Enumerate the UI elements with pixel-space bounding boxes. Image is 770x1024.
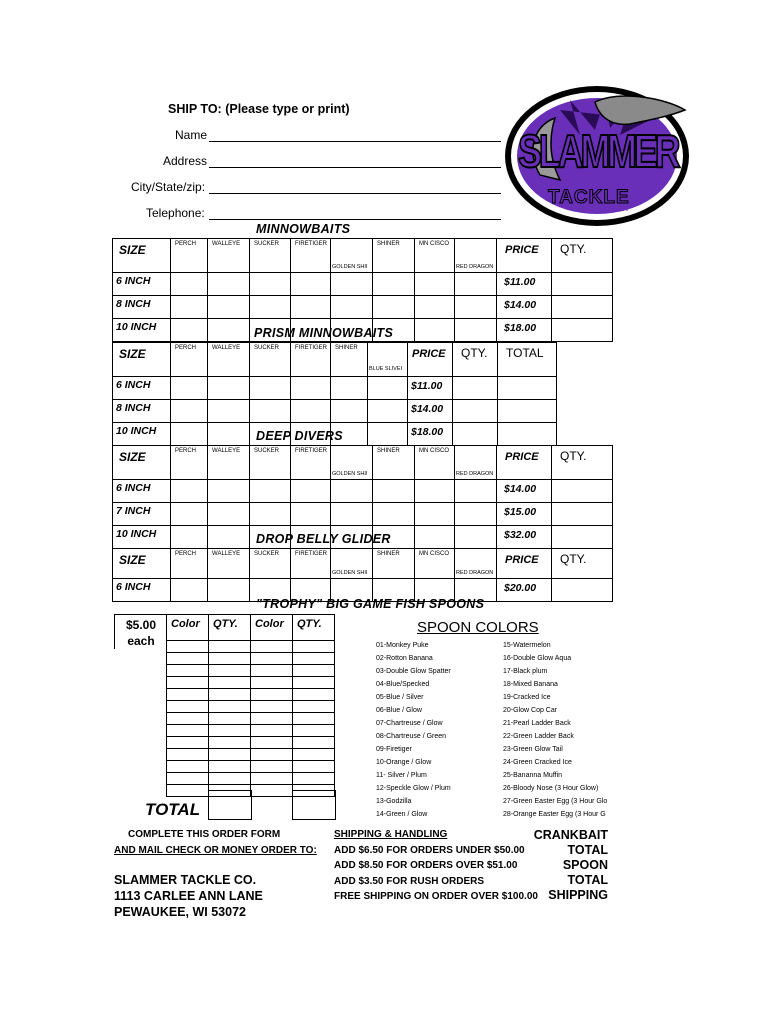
order-cell[interactable] [208,526,250,549]
spoon-total-label-2: TOTAL [567,873,608,887]
name-field[interactable] [209,141,501,142]
col-golden-shiner [331,239,373,273]
spoon-qty-cell[interactable] [293,749,335,761]
spoon-qty-cell[interactable] [209,677,251,689]
spoon-color-cell[interactable] [251,713,293,725]
size-header: SIZE [113,239,171,273]
qty-cell[interactable] [552,296,613,319]
spoon-color-item: 10-Orange / Glow [376,759,432,766]
col-mn-cisco: MN CISCO [415,239,455,273]
telephone-label: Telephone: [146,206,205,220]
spoon-price: $5.00 [125,618,157,632]
spoon-color-item: 26-Bloody Nose (3 Hour Glow) [503,785,599,792]
spoon-qty-cell[interactable] [209,725,251,737]
col-red-dragon [455,549,497,579]
row-price: $11.00 [497,273,552,296]
spoon-color-cell[interactable] [251,641,293,653]
order-cell[interactable] [368,400,408,423]
col-walleye: WALLEYE [208,446,250,480]
spoon-color-cell[interactable] [251,761,293,773]
spoon-color-cell[interactable] [251,677,293,689]
shipping-line: ADD $8.50 FOR ORDERS OVER $51.00 [334,860,518,871]
col-firetiger: FIRETIGER [291,343,331,377]
spoon-qty-cell[interactable] [293,725,335,737]
order-cell[interactable] [208,273,250,296]
spoon-color-cell[interactable] [251,773,293,785]
spoon-colors-right-list [503,639,613,821]
order-cell[interactable] [171,503,208,526]
order-cell[interactable] [171,296,208,319]
spoon-color-cell[interactable] [167,713,209,725]
size-header: SIZE [113,446,171,480]
spoon-color-cell[interactable] [167,653,209,665]
col-firetiger: FIRETIGER [291,239,331,273]
company-street: 1113 CARLEE ANN LANE [114,889,263,903]
spoon-qty-cell[interactable] [293,689,335,701]
qty-cell[interactable] [453,423,498,446]
col-sucker: SUCKER [250,239,291,273]
order-cell[interactable] [455,480,497,503]
spoon-color-header: Color [167,615,209,641]
order-cell[interactable] [250,400,291,423]
spoon-color-cell[interactable] [251,701,293,713]
spoon-color-cell[interactable] [251,725,293,737]
spoon-qty-header: QTY. [209,615,251,641]
col-walleye: WALLEYE [208,343,250,377]
order-cell[interactable] [208,503,250,526]
spoon-color-item: 28-Orange Easter Egg (3 Hour G [503,811,606,818]
spoon-color-item: 16-Double Glow Aqua [503,655,572,662]
order-cell[interactable] [208,319,250,342]
order-cell[interactable] [331,503,373,526]
spoon-qty-cell[interactable] [209,737,251,749]
spoons-title: "TROPHY" BIG GAME FISH SPOONS [256,597,485,611]
spoon-qty-cell[interactable] [293,773,335,785]
qty-cell[interactable] [552,579,613,602]
spoon-qty-cell[interactable] [209,773,251,785]
col-golden-shiner-label: GOLDEN SHII [332,264,368,270]
spoon-label: SPOON [562,858,608,872]
spoon-color-cell[interactable] [167,725,209,737]
order-cell[interactable] [171,273,208,296]
col-red-dragon-label: RED DRAGON [456,264,494,270]
crankbait-total-label: TOTAL [567,843,608,857]
order-cell[interactable] [415,319,455,342]
order-cell[interactable] [331,480,373,503]
shipping-line: FREE SHIPPING ON ORDER OVER $100.00 [334,891,538,902]
spoon-total-qty-box-2[interactable] [292,790,336,820]
order-cell[interactable] [171,377,208,400]
col-perch: PERCH [171,549,208,579]
spoon-color-item: 03-Double Glow Spatter [376,668,451,675]
spoon-color-item: 05-Blue / Silver [376,694,424,701]
row-price: $14.00 [408,400,453,423]
drop-belly-title: DROP BELLY GLIDER [256,532,391,546]
order-cell[interactable] [171,400,208,423]
order-cell[interactable] [250,296,291,319]
spoon-color-cell[interactable] [167,677,209,689]
spoon-qty-cell[interactable] [209,701,251,713]
order-cell[interactable] [291,377,331,400]
spoon-qty-cell[interactable] [209,641,251,653]
col-golden-shiner-label: GOLDEN SHII [332,570,368,576]
spoon-qty-cell[interactable] [209,749,251,761]
order-cell[interactable] [208,579,250,602]
spoon-qty-cell[interactable] [293,701,335,713]
spoon-color-cell[interactable] [167,785,209,797]
order-cell[interactable] [171,480,208,503]
total-cell[interactable] [498,377,557,400]
spoon-color-item: 22-Green Ladder Back [503,733,574,740]
row-price: $20.00 [497,579,552,602]
slammer-tackle-logo [500,80,695,230]
shipping-title: SHIPPING & HANDLING [334,829,448,840]
spoon-color-item: 15-Watermelon [503,642,551,649]
order-cell[interactable] [250,377,291,400]
qty-header: QTY. [552,549,613,579]
col-shiner: SHINER [373,549,415,579]
spoon-each: each [127,634,155,648]
spoon-price-box [114,614,167,649]
prism-title: PRISM MINNOWBAITS [254,326,394,340]
spoon-color-cell[interactable] [167,761,209,773]
spoon-color-item: 11- Silver / Plum [376,772,427,779]
row-size: 6 INCH [113,273,171,296]
order-cell[interactable] [250,273,291,296]
spoon-qty-cell[interactable] [293,713,335,725]
order-cell[interactable] [415,526,455,549]
qty-cell[interactable] [453,400,498,423]
spoon-color-item: 27-Green Easter Egg (3 Hour Glo [503,798,608,805]
spoon-color-cell[interactable] [251,737,293,749]
order-cell[interactable] [373,273,415,296]
order-cell[interactable] [208,400,250,423]
spoon-color-item: 12-Speckle Glow / Plum [376,785,451,792]
order-cell[interactable] [331,377,368,400]
spoon-qty-cell[interactable] [293,677,335,689]
row-price: $18.00 [497,319,552,342]
price-header: PRICE [497,446,552,480]
order-cell[interactable] [455,526,497,549]
order-cell[interactable] [291,400,331,423]
spoon-total-label: TOTAL [145,800,201,819]
spoon-qty-cell[interactable] [293,665,335,677]
qty-cell[interactable] [552,503,613,526]
spoon-color-header-2: Color [251,615,293,641]
qty-cell[interactable] [552,273,613,296]
spoon-color-cell[interactable] [167,737,209,749]
city-state-zip-label: City/State/zip: [131,180,206,194]
order-cell[interactable] [171,579,208,602]
order-cell[interactable] [373,296,415,319]
company-name: SLAMMER TACKLE CO. [114,873,257,887]
complete-order-text: COMPLETE THIS ORDER FORM [128,829,281,840]
qty-header: QTY. [552,239,613,273]
order-cell[interactable] [291,503,331,526]
spoon-color-item: 25-Bananna Muffin [503,772,563,779]
order-cell[interactable] [208,423,250,446]
col-golden-shiner [331,549,373,579]
shipping-line: ADD $3.50 FOR RUSH ORDERS [334,876,485,887]
col-walleye: WALLEYE [208,239,250,273]
spoon-colors-left-list [376,639,451,821]
mail-instructions: AND MAIL CHECK OR MONEY ORDER TO: [114,845,317,856]
size-header: SIZE [113,343,171,377]
spoon-color-cell[interactable] [167,773,209,785]
order-cell[interactable] [291,273,331,296]
row-size: 8 INCH [113,400,171,423]
spoon-color-item: 14-Green / Glow [376,811,428,818]
col-sucker: SUCKER [250,343,291,377]
spoon-qty-cell[interactable] [209,761,251,773]
spoon-color-item: 02-Rotton Banana [376,655,433,662]
spoon-order-table [166,614,335,797]
col-sucker: SUCKER [250,446,291,480]
spoon-color-cell[interactable] [167,641,209,653]
order-cell[interactable] [415,296,455,319]
shipping-label: SHIPPING [548,888,608,902]
spoon-color-cell[interactable] [167,689,209,701]
crankbait-label: CRANKBAIT [533,828,608,842]
order-cell[interactable] [373,480,415,503]
drop-belly-table [112,548,613,602]
spoon-color-cell[interactable] [167,749,209,761]
order-cell[interactable] [171,526,208,549]
spoon-qty-header-2: QTY. [293,615,335,641]
address-label: Address [163,154,208,168]
spoon-qty-cell[interactable] [209,665,251,677]
row-size: 10 INCH [113,423,171,446]
col-walleye: WALLEYE [208,549,250,579]
col-sucker: SUCKER [250,549,291,579]
totals-column [530,828,608,903]
row-size: 8 INCH [113,296,171,319]
spoon-color-item: 08-Chartreuse / Green [376,733,447,740]
spoon-color-cell[interactable] [167,701,209,713]
spoon-qty-cell[interactable] [293,761,335,773]
order-cell[interactable] [291,296,331,319]
spoon-color-item: 20-Glow Cop Car [503,707,558,714]
qty-header: QTY. [453,343,498,377]
order-cell[interactable] [250,480,291,503]
price-header: PRICE [497,549,552,579]
telephone-field[interactable] [209,219,501,220]
col-blue-silver-label: BLUE SLIVEI [369,366,403,372]
price-header: PRICE [408,343,453,377]
minnowbaits-title: MINNOWBAITS [256,222,351,236]
spoon-color-cell[interactable] [251,665,293,677]
row-price: $14.00 [497,480,552,503]
col-perch: PERCH [171,446,208,480]
company-city: PEWAUKEE, WI 53072 [114,905,246,919]
order-cell[interactable] [368,377,408,400]
col-golden-shiner [331,446,373,480]
order-cell[interactable] [373,503,415,526]
shipping-line: ADD $6.50 FOR ORDERS UNDER $50.00 [334,845,525,856]
spoon-total-qty-box[interactable] [208,790,252,820]
spoon-color-item: 18-Mixed Banana [503,681,558,688]
order-cell[interactable] [415,503,455,526]
order-cell[interactable] [250,503,291,526]
spoon-color-item: 04-Blue/Specked [376,681,430,688]
total-cell[interactable] [498,400,557,423]
col-shiner: SHINER [331,343,368,377]
col-firetiger: FIRETIGER [291,549,331,579]
order-cell[interactable] [331,273,373,296]
qty-cell[interactable] [552,526,613,549]
spoon-qty-cell[interactable] [209,689,251,701]
city-state-zip-field[interactable] [209,193,501,194]
spoon-qty-cell[interactable] [293,737,335,749]
spoon-color-item: 01-Monkey Puke [376,642,429,649]
spoon-color-cell[interactable] [251,749,293,761]
logo-company-text: COMPANY [594,206,630,213]
col-blue-silver [368,343,408,377]
order-cell[interactable] [208,377,250,400]
row-size: 6 INCH [113,377,171,400]
col-firetiger: FIRETIGER [291,446,331,480]
col-red-dragon-label: RED DRAGON [456,570,494,576]
order-cell[interactable] [415,273,455,296]
spoon-color-item: 13-Godzilla [376,798,412,805]
spoon-color-cell[interactable] [251,689,293,701]
logo-tackle-text: TACKLE [548,187,630,208]
total-cell[interactable] [498,423,557,446]
row-price: $11.00 [408,377,453,400]
row-price: $18.00 [408,423,453,446]
spoon-color-cell[interactable] [167,665,209,677]
order-cell[interactable] [208,296,250,319]
col-golden-shiner-label: GOLDEN SHII [332,471,368,477]
order-cell[interactable] [331,400,368,423]
col-perch: PERCH [171,239,208,273]
name-label: Name [175,128,208,142]
row-size: 6 INCH [113,480,171,503]
row-price: $15.00 [497,503,552,526]
spoon-color-item: 23-Green Glow Tail [503,746,563,753]
spoon-color-item: 24-Green Cracked Ice [503,759,572,766]
row-price: $14.00 [497,296,552,319]
order-cell[interactable] [415,480,455,503]
row-size: 10 INCH [113,319,171,342]
order-cell[interactable] [455,503,497,526]
col-shiner: SHINER [373,239,415,273]
col-red-dragon [455,239,497,273]
order-cell[interactable] [171,423,208,446]
col-red-dragon [455,446,497,480]
spoon-color-item: 09-Firetiger [376,746,412,753]
row-size: 6 INCH [113,579,171,602]
qty-cell[interactable] [552,480,613,503]
address-field[interactable] [209,167,501,168]
size-header: SIZE [113,549,171,579]
spoon-color-cell[interactable] [251,653,293,665]
order-cell[interactable] [171,319,208,342]
order-cell[interactable] [291,480,331,503]
col-shiner: SHINER [373,446,415,480]
spoon-color-item: 21-Pearl Ladder Back [503,720,571,727]
spoon-color-item: 17-Black plum [503,668,548,675]
logo-slammer-text: SLAMMER [518,125,678,177]
col-mn-cisco: MN CISCO [415,446,455,480]
spoon-qty-cell[interactable] [293,641,335,653]
spoon-qty-cell[interactable] [209,653,251,665]
order-cell[interactable] [368,423,408,446]
row-price: $32.00 [497,526,552,549]
col-mn-cisco: MN CISCO [415,549,455,579]
row-size: 7 INCH [113,503,171,526]
total-header: TOTAL [498,343,557,377]
spoon-colors-title: SPOON COLORS [417,619,539,636]
col-perch: PERCH [171,343,208,377]
spoon-color-item: 19-Cracked Ice [503,694,551,701]
deep-divers-title: DEEP DIVERS [256,429,343,443]
order-cell[interactable] [455,296,497,319]
order-cell[interactable] [455,273,497,296]
col-red-dragon-label: RED DRAGON [456,471,494,477]
order-cell[interactable] [331,296,373,319]
row-size: 10 INCH [113,526,171,549]
price-header: PRICE [497,239,552,273]
spoon-qty-cell[interactable] [209,713,251,725]
spoon-qty-cell[interactable] [293,653,335,665]
qty-cell[interactable] [552,319,613,342]
spoon-color-item: 07-Chartreuse / Glow [376,720,443,727]
spoon-color-item: 06-Blue / Glow [376,707,422,714]
order-cell[interactable] [455,319,497,342]
qty-header: QTY. [552,446,613,480]
order-cell[interactable] [208,480,250,503]
qty-cell[interactable] [453,377,498,400]
spoon-color-cell[interactable] [251,785,293,797]
ship-to-heading: SHIP TO: (Please type or print) [168,102,350,116]
